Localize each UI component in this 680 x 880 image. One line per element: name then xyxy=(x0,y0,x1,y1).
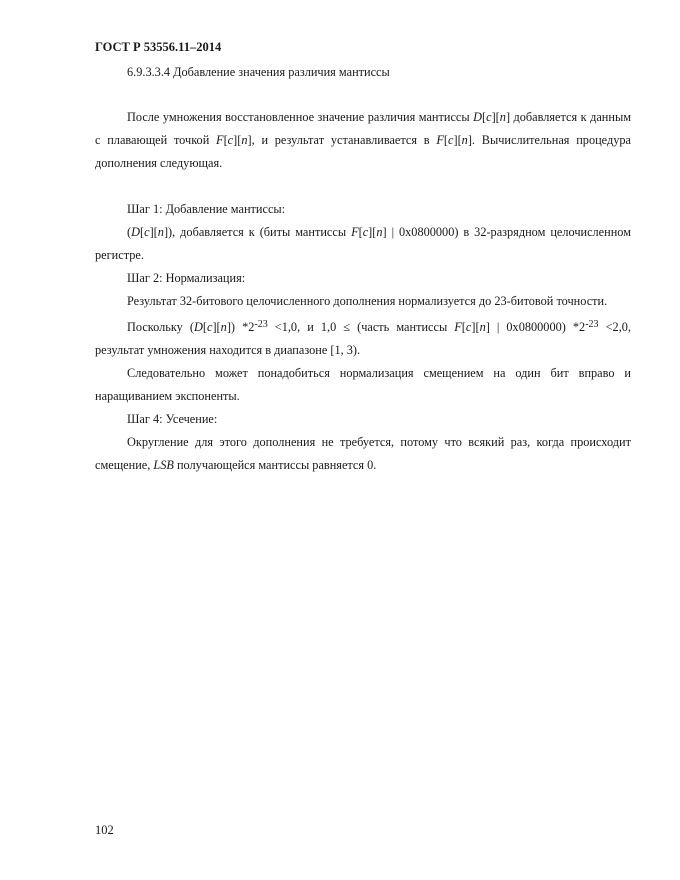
intro-text: ][ xyxy=(491,110,500,124)
intro-text: После умножения восстановленное значение различия мантиссы xyxy=(127,110,474,124)
section-title: 6.9.3.3.4 Добавление значения различия мантиссы xyxy=(127,65,390,79)
var-c: c xyxy=(227,133,234,147)
step1-body xyxy=(95,221,631,267)
intro-text: ] добавляется к данным с плавающей точкой xyxy=(95,110,631,147)
var-d: D xyxy=(473,110,482,124)
step2-body: Результат 32-битового целочисленного дополнения нормализуется до 23-битовой точности. xyxy=(127,294,608,308)
var-n: n xyxy=(220,320,227,334)
var-n: n xyxy=(376,225,383,239)
since-text: ][ xyxy=(212,320,221,334)
var-c: c xyxy=(486,110,492,124)
document-header: ГОСТ Р 53556.11–2014 xyxy=(95,40,222,54)
step1-text: ] | 0x0800000) в 32-разрядном целочисленном регистре. xyxy=(95,225,631,262)
intro-text: ], и результат устанавливается в xyxy=(247,133,437,147)
step1-text: ][ xyxy=(368,225,377,239)
intro-text: [ xyxy=(482,110,487,124)
step4-title: Шаг 4: Усечение: xyxy=(127,412,218,426)
since-text: [ xyxy=(202,320,207,334)
step4-body xyxy=(95,431,631,477)
intro-text: ]. Вычислительная процедура дополнения следующая. xyxy=(95,133,631,170)
var-f: F xyxy=(216,133,224,147)
since-text: <2,0, результат умножения находится в диапазоне [1, 3). xyxy=(95,320,631,357)
var-c: c xyxy=(362,225,369,239)
since-text: Поскольку ( xyxy=(127,320,194,334)
var-f: F xyxy=(454,320,462,334)
var-n: n xyxy=(479,320,486,334)
intro-paragraph xyxy=(95,106,631,175)
var-c: c xyxy=(144,225,150,239)
var-n: n xyxy=(499,110,506,124)
step4-text: получающейся мантиссы равняется 0. xyxy=(173,458,377,472)
var-c: c xyxy=(465,320,472,334)
since-text: ] | 0x0800000) *2 xyxy=(485,320,586,334)
var-c: c xyxy=(448,133,454,147)
page-number: 102 xyxy=(95,823,114,837)
since-text: <1,0, и 1,0 ≤ (часть мантиссы xyxy=(267,320,455,334)
var-d: D xyxy=(193,320,203,334)
var-c: c xyxy=(206,320,213,334)
step1-text: [ xyxy=(140,225,145,239)
step1-text: ( xyxy=(127,225,132,239)
var-n: n xyxy=(241,133,248,147)
intro-text: [ xyxy=(223,133,228,147)
var-n: n xyxy=(157,225,164,239)
paragraph-gap xyxy=(95,175,631,198)
since-text: ][ xyxy=(471,320,480,334)
intro-text: ][ xyxy=(453,133,462,147)
document-body xyxy=(95,106,631,477)
var-f: F xyxy=(436,133,444,147)
step1-text: ]), добавляется к (биты мантиссы xyxy=(163,225,352,239)
intro-text: [ xyxy=(443,133,448,147)
consequently-paragraph: Следовательно может понадобиться нормализация смещением на один бит вправо и наращиванием экспоненты. xyxy=(95,366,631,403)
var-n: n xyxy=(461,133,468,147)
step2-title: Шаг 2: Нормализация: xyxy=(127,271,246,285)
step1-text: ][ xyxy=(149,225,158,239)
since-text: [ xyxy=(461,320,466,334)
step1-title: Шаг 1: Добавление мантиссы: xyxy=(127,202,286,216)
var-f: F xyxy=(351,225,359,239)
exponent: -23 xyxy=(254,319,268,330)
intro-text: ][ xyxy=(233,133,242,147)
exponent: -23 xyxy=(585,319,599,330)
var-lsb: LSB xyxy=(153,458,174,472)
since-text: ]) *2 xyxy=(226,320,255,334)
step1-text: [ xyxy=(358,225,363,239)
step4-text: Округление для этого дополнения не требуется, потому что всякий раз, когда происходит смещение, xyxy=(95,435,631,472)
var-d: D xyxy=(131,225,140,239)
since-paragraph xyxy=(95,313,631,362)
